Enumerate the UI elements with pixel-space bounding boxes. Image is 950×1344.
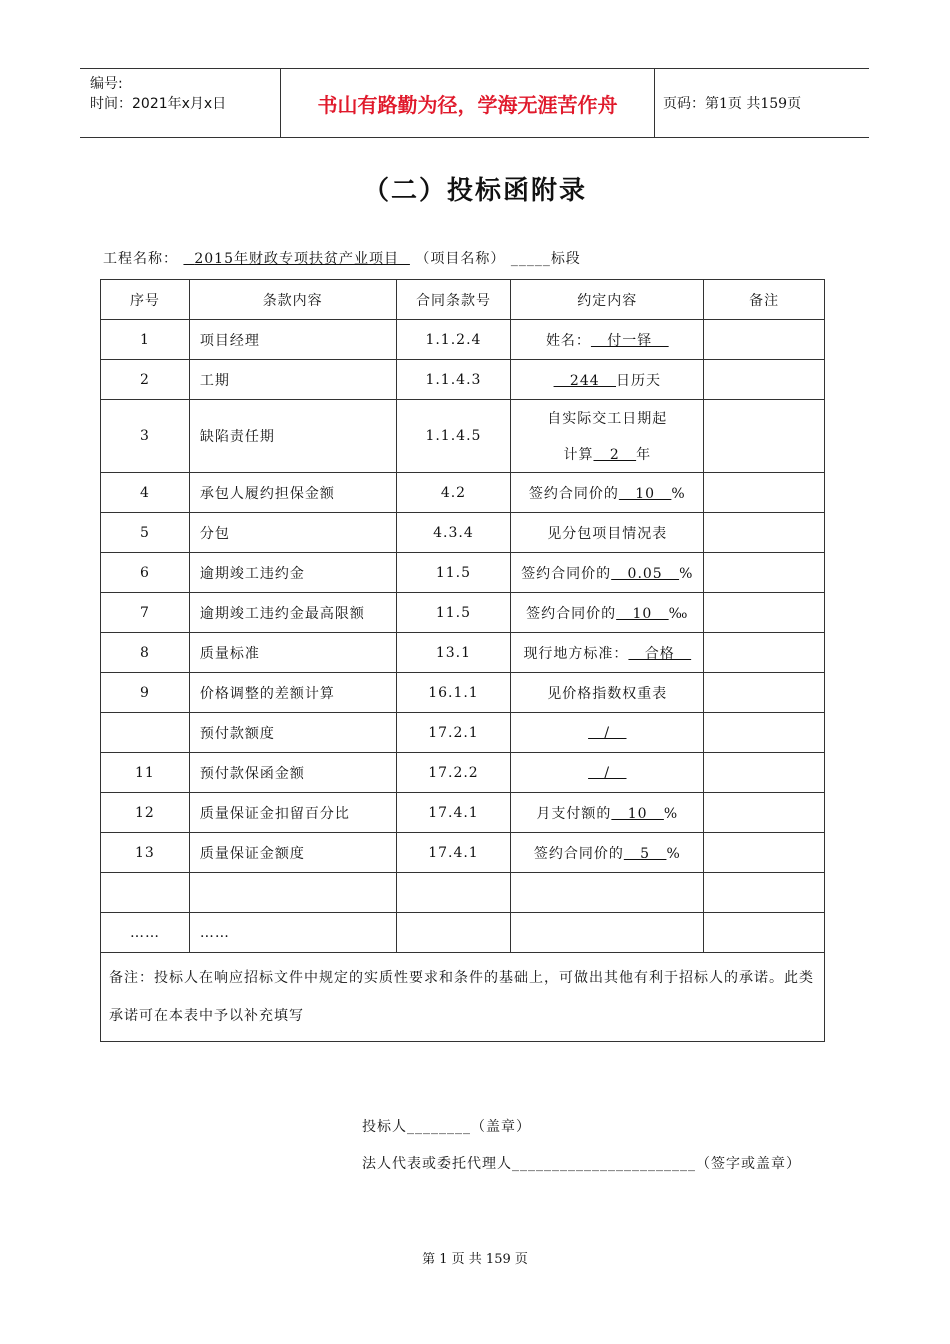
table-row [101, 913, 825, 953]
table-row [101, 513, 825, 553]
row-no: …… [101, 913, 190, 953]
row-content [511, 833, 704, 873]
row-no: 2 [101, 360, 190, 400]
row-remark [704, 513, 825, 553]
header-no: 序号 [101, 280, 190, 320]
row-no: 6 [101, 553, 190, 593]
table-row [101, 753, 825, 793]
row-no: 11 [101, 753, 190, 793]
table-row [101, 793, 825, 833]
project-paren: （项目名称） [415, 251, 506, 267]
row-no [101, 713, 190, 753]
row-no: 3 [101, 400, 190, 473]
row-content [511, 320, 704, 360]
row-remark [704, 713, 825, 753]
row-clause: 1.1.4.5 [396, 400, 511, 473]
row-no: 8 [101, 633, 190, 673]
bidder-blank: ________ [407, 1119, 471, 1135]
row-no: 5 [101, 513, 190, 553]
row-content [511, 513, 704, 553]
row-remark [704, 873, 825, 913]
table-row [101, 360, 825, 400]
header-meta [80, 69, 280, 137]
content-text: 签约合同价的 [533, 845, 624, 862]
content-text: 姓名： [545, 332, 591, 349]
appendix-table [100, 279, 825, 1042]
content-text-2: 计算 [563, 447, 594, 463]
content-underlined: 244 [553, 372, 616, 389]
note-row [101, 953, 825, 1042]
content-text: 现行地方标准： [523, 645, 629, 662]
project-suffix: 标段 [550, 251, 581, 267]
row-item [189, 873, 396, 913]
row-item: 逾期竣工违约金最高限额 [189, 593, 396, 633]
row-no: 1 [101, 320, 190, 360]
bidder-suffix: （盖章） [471, 1119, 531, 1135]
row-item: …… [189, 913, 396, 953]
page-header [80, 68, 869, 138]
row-content [511, 593, 704, 633]
row-clause: 11.5 [396, 593, 511, 633]
content-underlined: 5 [623, 845, 667, 862]
row-no [101, 873, 190, 913]
table-header-row [101, 280, 825, 320]
row-remark [704, 833, 825, 873]
row-content [511, 913, 704, 953]
row-remark [704, 913, 825, 953]
content-text: 自实际交工日期起 [547, 411, 668, 427]
row-content [511, 753, 704, 793]
row-item: 工期 [189, 360, 396, 400]
row-clause: 17.4.1 [396, 833, 511, 873]
content-underlined: / [588, 764, 627, 781]
row-item: 质量标准 [189, 633, 396, 673]
row-no: 7 [101, 593, 190, 633]
project-name: 2015年财政专项扶贫产业项目 [194, 251, 399, 267]
content-tail: % [671, 485, 686, 502]
row-content [511, 873, 704, 913]
row-content [511, 360, 704, 400]
table-row [101, 713, 825, 753]
project-label: 工程名称： [103, 251, 178, 267]
row-item: 预付款保函金额 [189, 753, 396, 793]
row-clause [396, 873, 511, 913]
content-text: 月支付额的 [536, 805, 612, 822]
table-row [101, 833, 825, 873]
row-item: 价格调整的差额计算 [189, 673, 396, 713]
content-text: 签约合同价的 [526, 605, 617, 622]
row-remark [704, 320, 825, 360]
row-item: 逾期竣工违约金 [189, 553, 396, 593]
row-content [511, 673, 704, 713]
row-clause: 16.1.1 [396, 673, 511, 713]
content-underlined: 付一铎 [590, 332, 669, 349]
page-footer: 第 1 页 共 159 页 [422, 1252, 528, 1267]
project-blank: _____ [510, 251, 551, 267]
row-item: 质量保证金扣留百分比 [189, 793, 396, 833]
row-content [511, 400, 704, 473]
content-underlined: 合格 [628, 645, 692, 662]
content-underlined: 10 [618, 485, 672, 502]
header-page-info: 页码：第1页 共159页 [663, 96, 802, 112]
row-no: 9 [101, 673, 190, 713]
row-remark [704, 400, 825, 473]
row-item: 质量保证金额度 [189, 833, 396, 873]
row-item: 分包 [189, 513, 396, 553]
row-remark [704, 593, 825, 633]
content-underlined: 10 [616, 605, 669, 622]
table-row [101, 593, 825, 633]
row-clause: 4.3.4 [396, 513, 511, 553]
row-content [511, 713, 704, 753]
code-label: 编号: [90, 76, 123, 92]
header-clause: 合同条款号 [396, 280, 511, 320]
bidder-signature [362, 1116, 531, 1136]
row-no: 12 [101, 793, 190, 833]
content-text: 签约合同价的 [521, 565, 612, 582]
row-remark [704, 360, 825, 400]
content-underlined: 0.05 [611, 565, 680, 582]
row-clause: 4.2 [396, 473, 511, 513]
row-clause: 11.5 [396, 553, 511, 593]
content-text: 见价格指数权重表 [547, 685, 668, 702]
rep-suffix: （签字或盖章） [696, 1156, 801, 1172]
row-remark [704, 553, 825, 593]
row-clause: 17.2.2 [396, 753, 511, 793]
content-tail-2: 年 [636, 447, 652, 463]
table-row [101, 473, 825, 513]
row-remark [704, 473, 825, 513]
header-content: 约定内容 [511, 280, 704, 320]
content-underlined-2: 2 [593, 447, 637, 463]
rep-signature [362, 1153, 801, 1173]
row-remark [704, 633, 825, 673]
row-remark [704, 673, 825, 713]
row-clause: 17.4.1 [396, 793, 511, 833]
note-text: 备注：投标人在响应招标文件中规定的实质性要求和条件的基础上，可做出其他有利于招标人的承诺。此类承诺可在本表中予以补充填写 [101, 953, 825, 1042]
row-remark [704, 793, 825, 833]
row-no: 13 [101, 833, 190, 873]
table-row [101, 673, 825, 713]
row-item: 项目经理 [189, 320, 396, 360]
row-content [511, 473, 704, 513]
document-title: （二）投标函附录 [362, 176, 587, 206]
row-item: 承包人履约担保金额 [189, 473, 396, 513]
content-tail: % [679, 565, 694, 582]
row-clause: 1.1.2.4 [396, 320, 511, 360]
row-item: 预付款额度 [189, 713, 396, 753]
table-row [101, 320, 825, 360]
row-content [511, 633, 704, 673]
content-tail: ‰ [668, 605, 689, 622]
content-underlined: / [588, 724, 627, 741]
row-clause: 17.2.1 [396, 713, 511, 753]
row-clause: 13.1 [396, 633, 511, 673]
content-tail: % [666, 845, 681, 862]
header-remark: 备注 [704, 280, 825, 320]
content-text: 见分包项目情况表 [547, 525, 668, 542]
table-row [101, 400, 825, 473]
row-item: 缺陷责任期 [189, 400, 396, 473]
row-clause: 1.1.4.3 [396, 360, 511, 400]
row-clause [396, 913, 511, 953]
table-row [101, 873, 825, 913]
row-content [511, 553, 704, 593]
project-line [103, 248, 581, 268]
row-no: 4 [101, 473, 190, 513]
content-text: 签约合同价的 [528, 485, 619, 502]
row-content [511, 793, 704, 833]
bidder-label: 投标人 [362, 1119, 407, 1135]
table-row [101, 633, 825, 673]
content-tail: % [663, 805, 679, 822]
content-tail: 日历天 [616, 372, 661, 389]
time-label: 时间：2021年x月x日 [90, 96, 227, 112]
header-item: 条款内容 [189, 280, 396, 320]
table-row [101, 553, 825, 593]
rep-blank: _______________________ [512, 1156, 696, 1172]
header-motto: 书山有路勤为径，学海无涯苦作舟 [280, 69, 655, 137]
rep-label: 法人代表或委托代理人 [362, 1156, 512, 1172]
content-underlined: 10 [611, 805, 664, 822]
row-remark [704, 753, 825, 793]
